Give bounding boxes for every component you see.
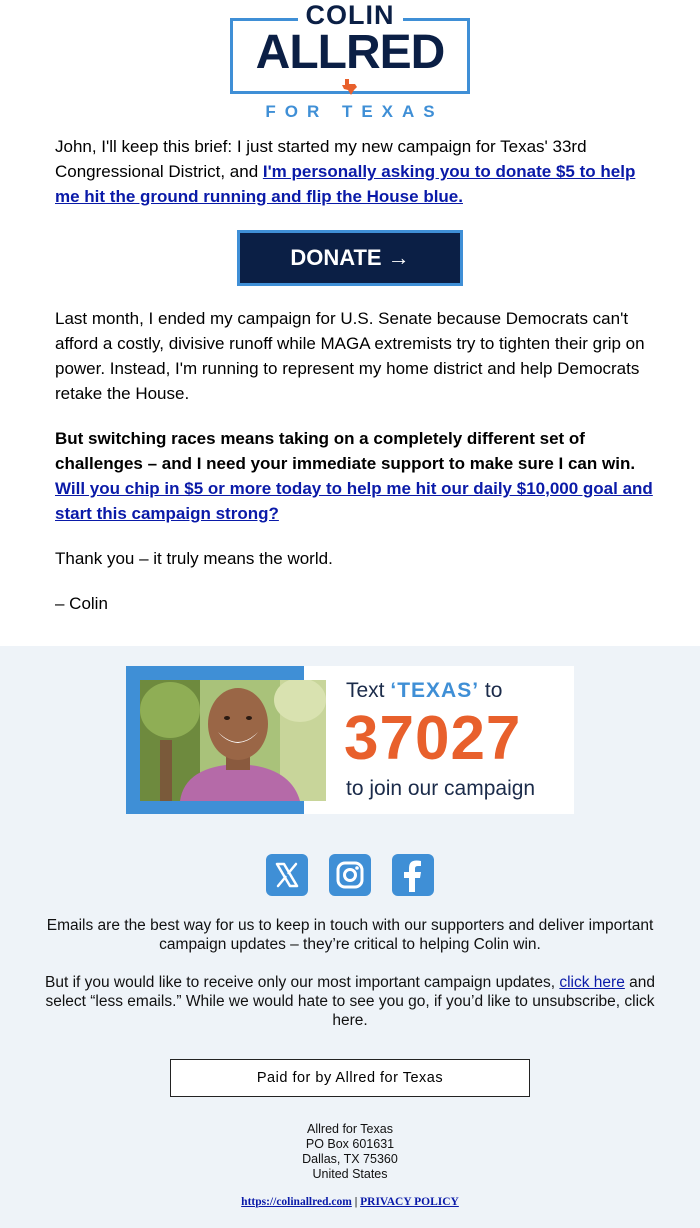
address-line: Dallas, TX 75360 [302, 1152, 398, 1166]
address-line: United States [312, 1167, 388, 1181]
footer-links: https://colinallred.com | PRIVACY POLICY [241, 1196, 459, 1208]
text-to-join-banner[interactable] [126, 666, 574, 814]
candidate-photo [140, 680, 326, 801]
address-line: PO Box 601631 [305, 1137, 395, 1151]
instagram-social-link[interactable] [329, 854, 371, 896]
website-link[interactable]: https://colinallred.com [241, 1196, 352, 1208]
campaign-logo [230, 0, 470, 122]
thank-you-text: Thank you – it truly means the world. [55, 549, 333, 568]
mailing-address [200, 1122, 500, 1182]
facebook-icon [392, 854, 434, 896]
banner-shortcode: 37027 [344, 704, 522, 773]
less-emails-link[interactable]: click here [559, 974, 625, 991]
intro-paragraph [55, 134, 655, 209]
address-line: Allred for Texas [307, 1122, 393, 1136]
facebook-social-link[interactable] [392, 854, 434, 896]
privacy-policy-link[interactable]: PRIVACY POLICY [360, 1196, 459, 1208]
email-footer [0, 646, 700, 1228]
logo-name: ALLRED [255, 26, 445, 79]
paragraph-challenges [55, 426, 655, 526]
signoff-text: – Colin [55, 594, 108, 613]
chip-in-link[interactable]: Will you chip in $5 or more today to help me hit our daily $10,000 goal and start this campaign strong? [55, 479, 653, 523]
logo-top-line: COLIN [230, 0, 470, 30]
instagram-icon [329, 854, 371, 896]
x-icon [266, 854, 308, 896]
logo-sub-line: FOR TEXAS [265, 102, 444, 121]
banner-line3: to join our campaign [346, 777, 536, 800]
banner-keyword: ‘TEXAS’ [390, 679, 480, 702]
x-social-link[interactable] [266, 854, 308, 896]
texas-icon [341, 78, 359, 96]
footer-email-note: Emails are the best way for us to keep in touch with our supporters and deliver important campaign updates – they’re critical to helping Colin win. [46, 917, 654, 953]
donate-button[interactable] [237, 230, 463, 286]
paragraph-senate: Last month, I ended my campaign for U.S. Senate because Democrats can't afford a costly, divisive runoff while MAGA extremists try to tighten their grip on power. Instead, I'm running to represent my home district and help Democrats retake the House. [55, 309, 645, 403]
donate-button-label: DONATE → [290, 245, 410, 270]
footer-unsubscribe-note: But if you would like to receive only our most important campaign updates, click here and select “less emails.” While we would hate to see you go, if you’d like to unsubscribe, click here. [45, 974, 655, 1029]
intro-text: John, I'll keep this brief: I just started my new campaign for Texas' 33rd Congressional District, and [55, 137, 587, 181]
challenges-text: But switching races means taking on a completely different set of challenges – and I need your immediate support to make sure I can win. [55, 429, 636, 473]
banner-line1: Text ‘TEXAS’ to [346, 679, 503, 702]
paid-for-disclaimer: Paid for by Allred for Texas [170, 1059, 530, 1097]
intro-donate-link[interactable]: I'm personally asking you to donate $5 to help me hit the ground running and flip the House blue. [55, 162, 636, 206]
